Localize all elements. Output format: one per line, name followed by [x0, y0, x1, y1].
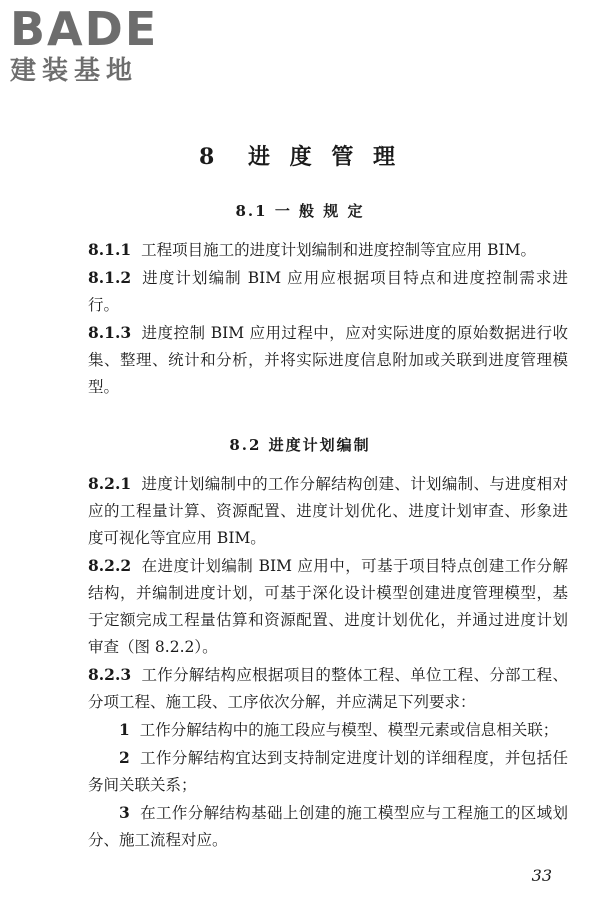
logo	[10, 4, 180, 88]
clause-text: 在进度计划编制 BIM 应用中，可基于项目特点创建工作分解结构，并编制进度计划，可基于深化设计模型创建进度管理模型，基于定额完成工程量估算和资源配置、进度计划优化，并通过进度计划审查（图 8.2.2）。	[88, 557, 568, 656]
clause	[88, 319, 568, 401]
list-item-number: 2	[119, 748, 130, 767]
list-item	[88, 744, 568, 799]
list-item	[88, 716, 568, 744]
section-8-1-title: 8.1 一 般 规 定	[235, 202, 365, 220]
clause	[88, 552, 568, 661]
clause	[88, 661, 568, 716]
chapter-name: 进 度 管 理	[248, 144, 401, 170]
clause-text: 进度控制 BIM 应用过程中，应对实际进度的原始数据进行收集、整理、统计和分析，并将实际进度信息附加或关联到进度管理模型。	[88, 324, 568, 396]
clause-text: 工程项目施工的进度计划编制和进度控制等宜应用 BIM。	[141, 241, 536, 259]
list-item	[88, 799, 568, 854]
clause-number: 8.1.2	[88, 268, 132, 287]
logo-subtitle: 建装基地	[10, 56, 139, 86]
chapter-number: 8	[199, 144, 221, 170]
clause	[88, 470, 568, 552]
list-item-text: 工作分解结构宜达到支持制定进度计划的详细程度，并包括任务间关联关系；	[88, 749, 568, 794]
clause-number: 8.2.3	[88, 665, 132, 684]
clause	[88, 236, 568, 264]
logo-brand: BADE	[10, 2, 159, 56]
page-number: 33	[531, 866, 552, 885]
clause-number: 8.1.1	[88, 240, 132, 259]
list-item-number: 1	[119, 720, 130, 739]
clause-text: 进度计划编制中的工作分解结构创建、计划编制、与进度相对应的工程量计算、资源配置、进度计划优化、进度计划审查、形象进度可视化等宜应用 BIM。	[88, 475, 568, 547]
clause-text: 工作分解结构应根据项目的整体工程、单位工程、分部工程、分项工程、施工段、工序依次分解，并应满足下列要求：	[88, 666, 568, 711]
section-8-2-body	[88, 470, 568, 854]
clause-number: 8.2.2	[88, 556, 132, 575]
clause-number: 8.2.1	[88, 474, 132, 493]
clause-number: 8.1.3	[88, 323, 132, 342]
list-item-text: 在工作分解结构基础上创建的施工模型应与工程施工的区域划分、施工流程对应。	[88, 804, 568, 849]
section-8-1-body	[88, 236, 568, 401]
clause	[88, 264, 568, 319]
chapter-title	[0, 140, 600, 171]
list-item-text: 工作分解结构中的施工段应与模型、模型元素或信息相关联；	[139, 721, 559, 739]
list-item-number: 3	[119, 803, 130, 822]
section-8-2-title: 8.2 进度计划编制	[229, 436, 371, 454]
clause-text: 进度计划编制 BIM 应用应根据项目特点和进度控制需求进行。	[88, 269, 568, 314]
